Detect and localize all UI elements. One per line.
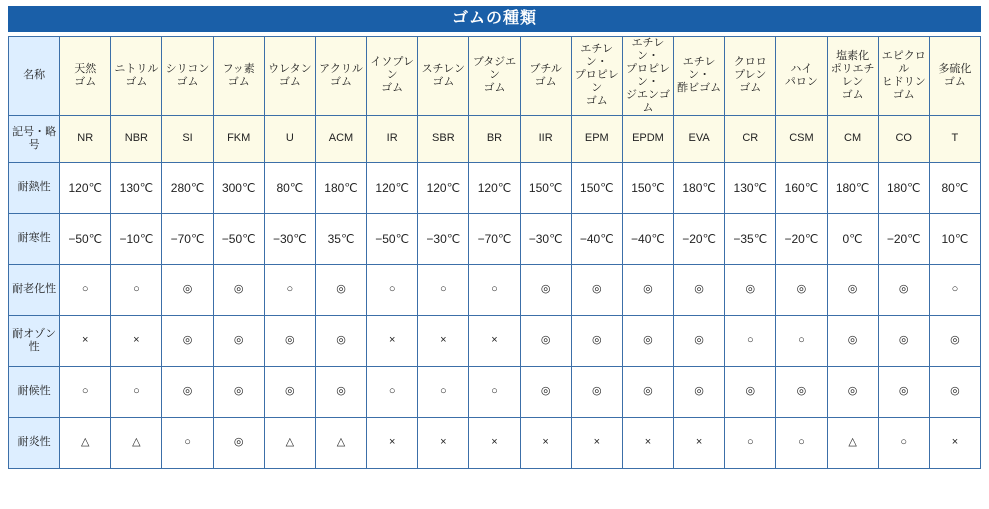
cell-ozone-resistance: ◎ (315, 315, 366, 366)
cell-heat-resistance: 80℃ (929, 162, 980, 213)
cell-cold-resistance: −20℃ (674, 213, 725, 264)
cell-weather-resistance: ◎ (162, 366, 213, 417)
cell-weather-resistance: ◎ (827, 366, 878, 417)
cell-heat-resistance: 180℃ (878, 162, 929, 213)
table-row-cold (9, 213, 981, 264)
cell-heat-resistance: 280℃ (162, 162, 213, 213)
cell-flame-resistance: × (367, 417, 418, 468)
row-header-cold: 耐寒性 (9, 213, 60, 264)
column-header-material: 天然 ゴム (60, 37, 111, 116)
cell-weather-resistance: ◎ (929, 366, 980, 417)
cell-cold-resistance: −50℃ (213, 213, 264, 264)
cell-flame-resistance: × (929, 417, 980, 468)
table-row-flame (9, 417, 981, 468)
cell-ozone-resistance: ◎ (571, 315, 622, 366)
cell-aging-resistance: ○ (469, 264, 520, 315)
cell-cold-resistance: 0℃ (827, 213, 878, 264)
cell-heat-resistance: 80℃ (264, 162, 315, 213)
cell-aging-resistance: ◎ (725, 264, 776, 315)
column-header-material: ブタジエン ゴム (469, 37, 520, 116)
cell-cold-resistance: −30℃ (418, 213, 469, 264)
cell-heat-resistance: 160℃ (776, 162, 827, 213)
table-row-ozone (9, 315, 981, 366)
table-body (9, 37, 981, 469)
column-header-material: ハイ パロン (776, 37, 827, 116)
cell-flame-resistance: ◎ (213, 417, 264, 468)
cell-ozone-resistance: ○ (725, 315, 776, 366)
cell-flame-resistance: × (674, 417, 725, 468)
table-row-aging (9, 264, 981, 315)
column-header-material: アクリル ゴム (315, 37, 366, 116)
cell-weather-resistance: ◎ (776, 366, 827, 417)
cell-ozone-resistance: ◎ (827, 315, 878, 366)
cell-weather-resistance: ○ (60, 366, 111, 417)
cell-flame-resistance: ○ (776, 417, 827, 468)
column-header-material: エチレン・ プロピレン・ ジエンゴム (622, 37, 673, 116)
cell-heat-resistance: 120℃ (469, 162, 520, 213)
cell-heat-resistance: 120℃ (60, 162, 111, 213)
cell-cold-resistance: −30℃ (520, 213, 571, 264)
row-header-weather: 耐候性 (9, 366, 60, 417)
cell-heat-resistance: 130℃ (111, 162, 162, 213)
cell-cold-resistance: −20℃ (776, 213, 827, 264)
cell-flame-resistance: △ (111, 417, 162, 468)
cell-flame-resistance: △ (827, 417, 878, 468)
cell-cold-resistance: −35℃ (725, 213, 776, 264)
table-row-weather (9, 366, 981, 417)
cell-symbol: CO (878, 115, 929, 162)
table-row-heat (9, 162, 981, 213)
cell-ozone-resistance: ◎ (162, 315, 213, 366)
cell-flame-resistance: △ (315, 417, 366, 468)
cell-cold-resistance: −30℃ (264, 213, 315, 264)
column-header-material: スチレン ゴム (418, 37, 469, 116)
column-header-material: ウレタン ゴム (264, 37, 315, 116)
cell-weather-resistance: ○ (418, 366, 469, 417)
cell-aging-resistance: ◎ (315, 264, 366, 315)
row-header-flame: 耐炎性 (9, 417, 60, 468)
cell-cold-resistance: −40℃ (571, 213, 622, 264)
cell-ozone-resistance: ◎ (213, 315, 264, 366)
cell-aging-resistance: ◎ (827, 264, 878, 315)
cell-weather-resistance: ◎ (315, 366, 366, 417)
cell-flame-resistance: × (418, 417, 469, 468)
cell-ozone-resistance: ○ (776, 315, 827, 366)
cell-aging-resistance: ◎ (213, 264, 264, 315)
row-header-symbol: 記号・略号 (9, 115, 60, 162)
cell-flame-resistance: × (469, 417, 520, 468)
cell-weather-resistance: ○ (469, 366, 520, 417)
cell-weather-resistance: ◎ (622, 366, 673, 417)
cell-symbol: EPDM (622, 115, 673, 162)
row-header-ozone: 耐オゾン性 (9, 315, 60, 366)
column-header-material: シリコン ゴム (162, 37, 213, 116)
cell-symbol: EPM (571, 115, 622, 162)
cell-ozone-resistance: ◎ (264, 315, 315, 366)
cell-heat-resistance: 150℃ (571, 162, 622, 213)
cell-weather-resistance: ◎ (213, 366, 264, 417)
cell-flame-resistance: ○ (162, 417, 213, 468)
cell-cold-resistance: −50℃ (60, 213, 111, 264)
cell-ozone-resistance: ◎ (622, 315, 673, 366)
row-header-aging: 耐老化性 (9, 264, 60, 315)
cell-symbol: NR (60, 115, 111, 162)
cell-ozone-resistance: × (418, 315, 469, 366)
cell-cold-resistance: 10℃ (929, 213, 980, 264)
cell-heat-resistance: 180℃ (827, 162, 878, 213)
cell-heat-resistance: 300℃ (213, 162, 264, 213)
column-header-material: エチレン・ 酢ビゴム (674, 37, 725, 116)
cell-flame-resistance: ○ (878, 417, 929, 468)
table-row-symbol (9, 115, 981, 162)
column-header-material: エピクロル ヒドリン ゴム (878, 37, 929, 116)
column-header-material: イソプレン ゴム (367, 37, 418, 116)
cell-flame-resistance: × (622, 417, 673, 468)
cell-symbol: CM (827, 115, 878, 162)
column-header-material: ニトリル ゴム (111, 37, 162, 116)
cell-heat-resistance: 150℃ (520, 162, 571, 213)
cell-cold-resistance: −20℃ (878, 213, 929, 264)
table-row-name (9, 37, 981, 116)
cell-ozone-resistance: × (111, 315, 162, 366)
cell-flame-resistance: × (571, 417, 622, 468)
cell-weather-resistance: ◎ (725, 366, 776, 417)
cell-symbol: CR (725, 115, 776, 162)
cell-symbol: ACM (315, 115, 366, 162)
cell-symbol: CSM (776, 115, 827, 162)
cell-weather-resistance: ◎ (878, 366, 929, 417)
cell-symbol: BR (469, 115, 520, 162)
rubber-properties-table (8, 36, 981, 469)
cell-cold-resistance: −40℃ (622, 213, 673, 264)
cell-aging-resistance: ◎ (162, 264, 213, 315)
cell-weather-resistance: ○ (111, 366, 162, 417)
cell-symbol: FKM (213, 115, 264, 162)
column-header-material: クロロ プレン ゴム (725, 37, 776, 116)
page-title: ゴムの種類 (8, 6, 981, 32)
cell-ozone-resistance: × (60, 315, 111, 366)
cell-cold-resistance: −10℃ (111, 213, 162, 264)
cell-ozone-resistance: ◎ (674, 315, 725, 366)
cell-aging-resistance: ○ (264, 264, 315, 315)
row-header-heat: 耐熱性 (9, 162, 60, 213)
cell-weather-resistance: ◎ (264, 366, 315, 417)
cell-weather-resistance: ◎ (571, 366, 622, 417)
cell-aging-resistance: ○ (367, 264, 418, 315)
column-header-material: エチレン・ プロピレン ゴム (571, 37, 622, 116)
cell-cold-resistance: 35℃ (315, 213, 366, 264)
cell-ozone-resistance: ◎ (520, 315, 571, 366)
cell-aging-resistance: ○ (418, 264, 469, 315)
column-header-material: 多硫化 ゴム (929, 37, 980, 116)
cell-heat-resistance: 150℃ (622, 162, 673, 213)
row-header-name: 名称 (9, 37, 60, 116)
cell-symbol: NBR (111, 115, 162, 162)
cell-aging-resistance: ◎ (622, 264, 673, 315)
cell-aging-resistance: ◎ (674, 264, 725, 315)
cell-aging-resistance: ◎ (776, 264, 827, 315)
cell-flame-resistance: △ (264, 417, 315, 468)
cell-weather-resistance: ○ (367, 366, 418, 417)
cell-aging-resistance: ◎ (878, 264, 929, 315)
cell-heat-resistance: 120℃ (367, 162, 418, 213)
column-header-material: 塩素化 ポリエチレン ゴム (827, 37, 878, 116)
cell-symbol: IIR (520, 115, 571, 162)
cell-heat-resistance: 130℃ (725, 162, 776, 213)
cell-symbol: SBR (418, 115, 469, 162)
cell-weather-resistance: ◎ (520, 366, 571, 417)
cell-ozone-resistance: × (367, 315, 418, 366)
cell-cold-resistance: −70℃ (469, 213, 520, 264)
cell-symbol: SI (162, 115, 213, 162)
cell-heat-resistance: 120℃ (418, 162, 469, 213)
cell-heat-resistance: 180℃ (674, 162, 725, 213)
cell-symbol: IR (367, 115, 418, 162)
cell-symbol: U (264, 115, 315, 162)
cell-cold-resistance: −50℃ (367, 213, 418, 264)
cell-aging-resistance: ◎ (571, 264, 622, 315)
cell-symbol: EVA (674, 115, 725, 162)
cell-ozone-resistance: ◎ (878, 315, 929, 366)
column-header-material: ブチル ゴム (520, 37, 571, 116)
column-header-material: フッ素 ゴム (213, 37, 264, 116)
cell-aging-resistance: ○ (929, 264, 980, 315)
cell-symbol: T (929, 115, 980, 162)
cell-aging-resistance: ○ (111, 264, 162, 315)
cell-cold-resistance: −70℃ (162, 213, 213, 264)
cell-heat-resistance: 180℃ (315, 162, 366, 213)
cell-flame-resistance: △ (60, 417, 111, 468)
cell-ozone-resistance: × (469, 315, 520, 366)
cell-weather-resistance: ◎ (674, 366, 725, 417)
cell-aging-resistance: ○ (60, 264, 111, 315)
cell-aging-resistance: ◎ (520, 264, 571, 315)
cell-flame-resistance: × (520, 417, 571, 468)
cell-ozone-resistance: ◎ (929, 315, 980, 366)
cell-flame-resistance: ○ (725, 417, 776, 468)
